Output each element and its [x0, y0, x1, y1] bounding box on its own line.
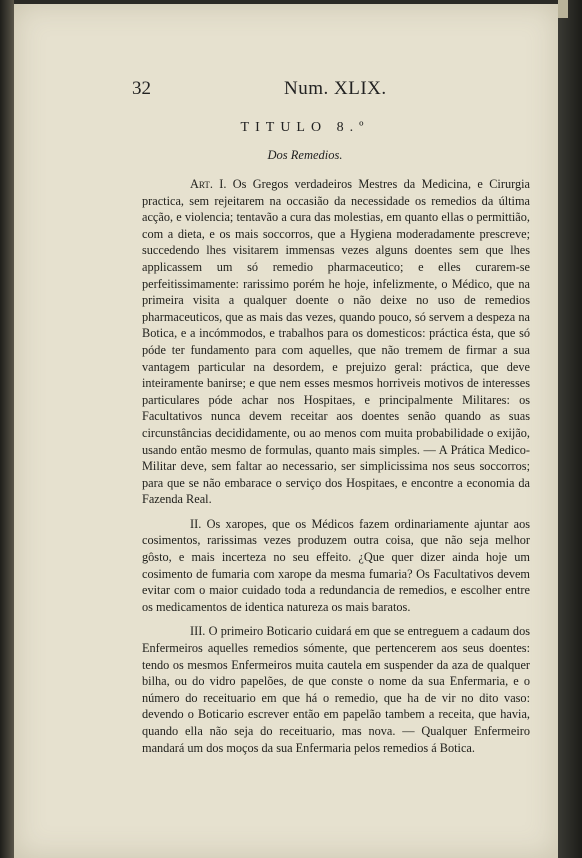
page-number: 32	[132, 78, 151, 99]
section-subtitle: Dos Remedios.	[267, 148, 343, 162]
article-label: Art. I.	[190, 177, 227, 191]
paragraph-text: Os Gregos verdadeiros Mestres da Medicina, e Cirurgia practica, sem rejeitarem na occasião da necessidade os remedios da última acção, e violencia; tentavão a cura das molestias, em quanto ellas o permittião, com a dieta, e os mais soccorros, que a Hygiena moderadamente prescreve; succedendo lhes visitarem immensas vezes alguns doentes sem que lhes applicassem um só remedio pharmaceutico; e elles curarem-se perfeitissimamente: rarissimo porém he hoje, infelizmente, o Médico, que na primeira visita a qualquer doente o não deixe no uso de remedios pharmaceuticos, que as mais das vezes, quando pouco, só servem a despeza na Botica, e a incómmodos, e trabalhos para os domesticos: práctica ésta, que só póde ter fundamento para com aquelles, que não tremem de firmar a sua vantagem particular na desordem, e prejuizo geral: práctica, que deve inteiramente banirse; e que nem esses mesmos horriveis motivos de interesses particulares póde achar nos Hospitaes, e principalmente Militares: os Facultativos nunca devem receitar aos doentes senão quando as suas circunstâncias decididamente, ou ao menos com muita probabilidade o exijão, usando então mesmo de formulas, quanto mais simples. — A Prática Medico-Militar deve, sem faltar ao necessario, ser simplicissima nos seus soccorros; para que se não embarace o serviço dos Hospitaes, e encontre a economia da Fazenda Real.	[142, 177, 530, 507]
page-edge	[558, 0, 582, 858]
running-title: Num. XLIX.	[284, 78, 387, 99]
book-spine	[0, 0, 14, 858]
body-text	[142, 176, 530, 756]
section-title: TITULO 8.º	[240, 120, 370, 135]
paragraph-text: O primeiro Boticario cuidará em que se entreguem a cadaum dos Enfermeiros aquelles remedios sómente, que pertencerem aos seus doentes: tendo os mesmos Enfermeiros muita cautela em suspender da aza de qualquer bilha, ou do vidro papelões, de que conste o nome da sua Enfermaria, e o número do receituario em que há o remedio, que ha de vir no dito vaso: devendo o Boticario escrever então em papelão tambem a receita, que havia, quando ella não seja do receituario, mas nova. — Qualquer Enfermeiro mandará um dos moços da sua Enfermaria pelos remedios á Botica.	[142, 624, 530, 755]
page-header	[132, 78, 532, 102]
paragraph-text: Os xaropes, que os Médicos fazem ordinariamente ajuntar aos cosimentos, rarissimas vezes produzem outra coisa, que não seja melhor gôsto, e mais incerteza no seu effeito. ¿Que quer dizer ainda hoje um cosimento de fumaria com xarope da mesma fumaria? Os Facultativos devem evitar com o maior cuidado toda a redundancia de remedios, e escolher entre os medicamentos de identica natureza os mais baratos.	[142, 516, 531, 614]
page-tab-marker	[558, 0, 568, 18]
article-label: II.	[190, 516, 202, 531]
paragraph-article-2	[142, 516, 530, 616]
paragraph-article-1	[142, 176, 530, 508]
paragraph-article-3	[142, 623, 530, 756]
article-label: III.	[190, 624, 206, 639]
